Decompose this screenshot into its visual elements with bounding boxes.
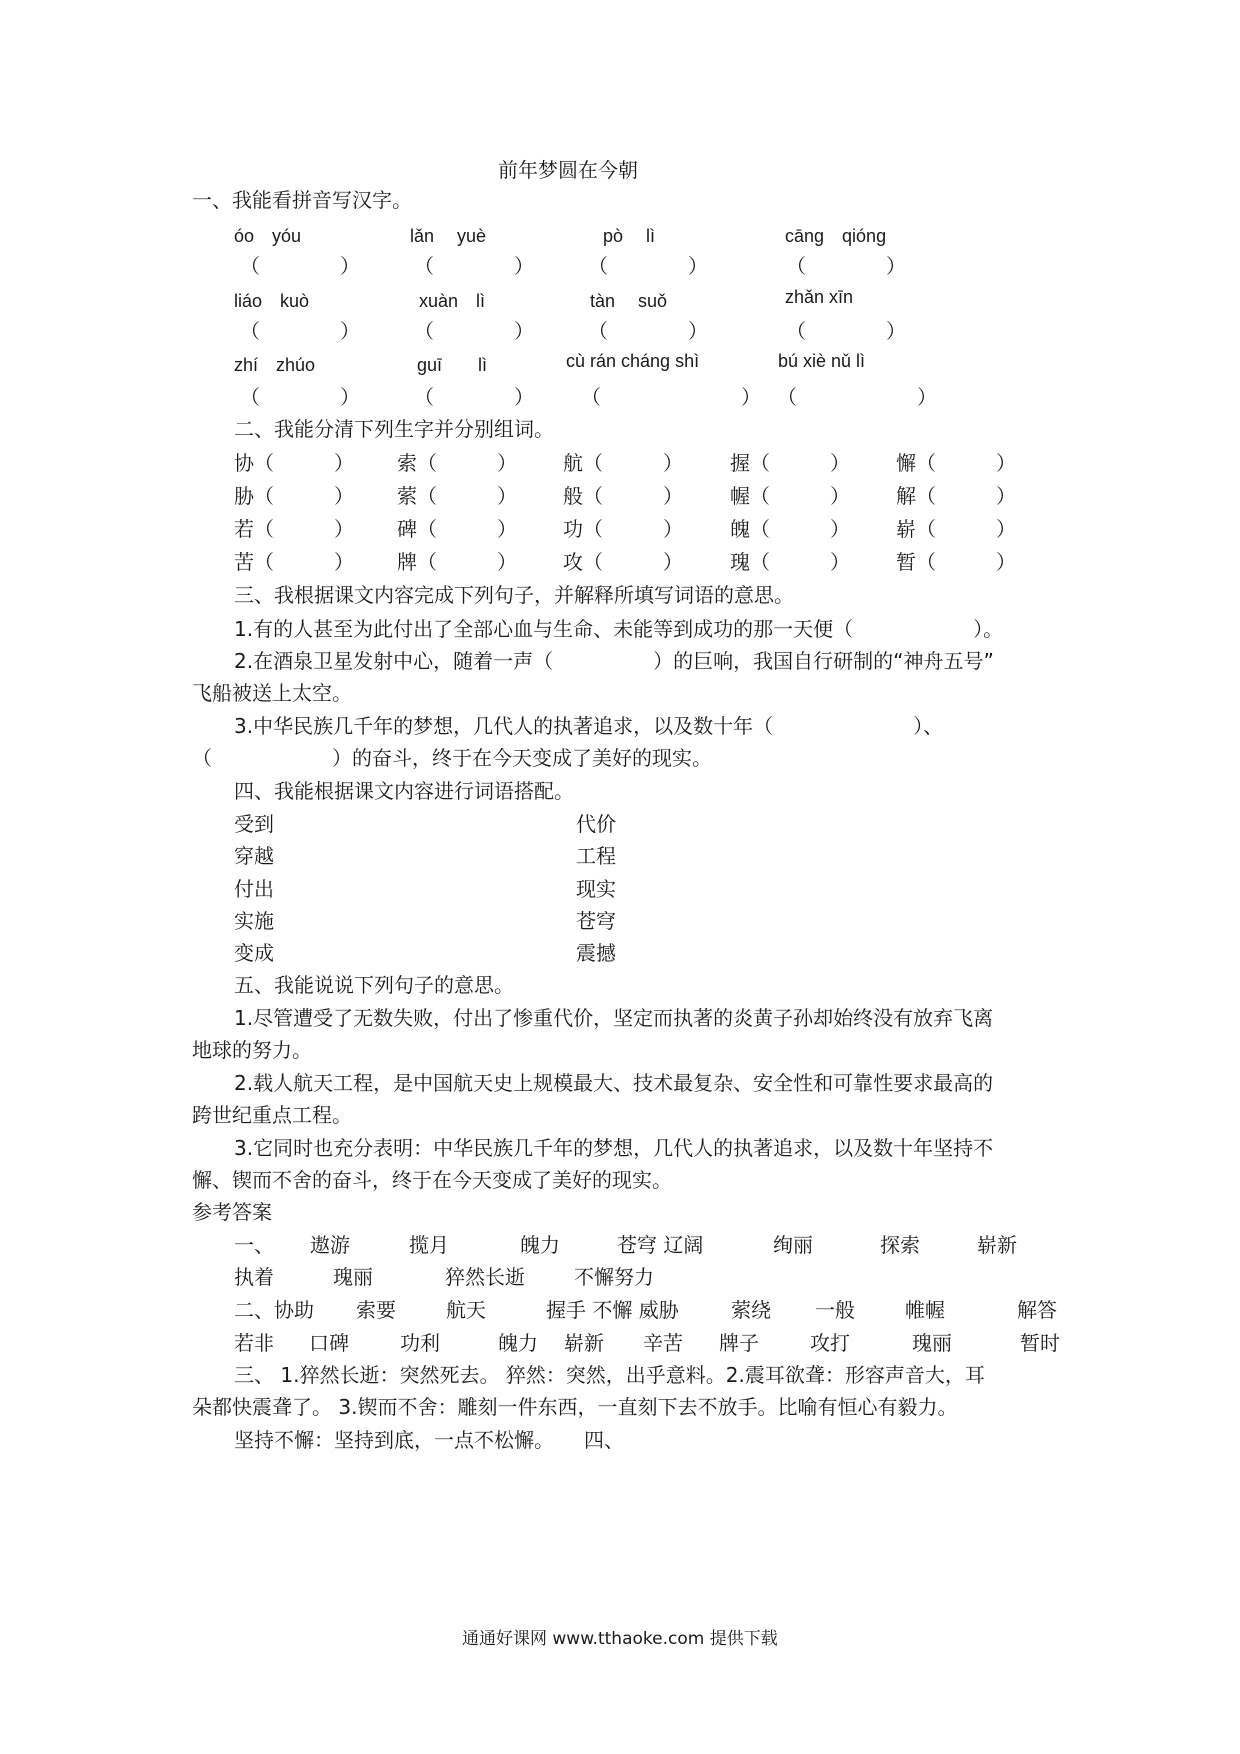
answer-3-line-3: 坚持不懈：坚持到底，一点不松懈。 四、 [234, 1428, 624, 1452]
sentence-3-line-2: 懈、锲而不舍的奋斗，终于在今天变成了美好的现实。 [192, 1168, 672, 1192]
char-group: 崭（ ） [896, 517, 1016, 541]
match-right[interactable]: 工程 [576, 844, 616, 868]
answer-word: 瑰丽 [912, 1331, 952, 1355]
char-group: 魄（ ） [730, 517, 850, 541]
answer-word: 暂时 [1020, 1331, 1060, 1355]
pinyin-3-2: guī lì [417, 355, 488, 375]
question-2-line-2: 飞船被送上太空。 [192, 681, 352, 705]
question-2-line-1: 2.在酒泉卫星发射中心，随着一声（ ）的巨响，我国自行研制的“神舟五号” [234, 649, 994, 673]
section-4-heading: 四、我能根据课文内容进行词语搭配。 [234, 779, 574, 803]
question-1: 1.有的人甚至为此付出了全部心血与生命、未能等到成功的那一天便（ ）。 [234, 617, 1004, 641]
question-3-line-2: （ ）的奋斗，终于在今天变成了美好的现实。 [192, 746, 712, 770]
pinyin-2-1: liáo kuò [234, 291, 310, 311]
match-left[interactable]: 受到 [234, 812, 274, 836]
footer-credit: 通通好课网 www.tthaoke.com 提供下载 [462, 1629, 778, 1649]
char-group: 瑰（ ） [730, 550, 850, 574]
pinyin-3-3: cù rán cháng shì [566, 351, 700, 371]
char-group: 索（ ） [397, 451, 517, 475]
char-group: 握（ ） [730, 451, 850, 475]
match-right[interactable]: 现实 [576, 877, 616, 901]
answer-word: 牌子 [719, 1331, 759, 1355]
answer-blank[interactable]: （ ） [240, 254, 360, 278]
answer-word: 绚丽 [773, 1233, 813, 1257]
answer-word: 辛苦 [643, 1331, 683, 1355]
char-group: 萦（ ） [397, 484, 517, 508]
answer-word: 解答 [1017, 1298, 1057, 1322]
match-left[interactable]: 付出 [234, 877, 274, 901]
match-right[interactable]: 苍穹 [576, 909, 616, 933]
char-group: 牌（ ） [397, 550, 517, 574]
pinyin-2-4: zhǎn xīn [785, 287, 854, 307]
match-left[interactable]: 变成 [234, 941, 274, 965]
answer-blank[interactable]: （ ） [240, 319, 360, 343]
question-3-line-1: 3.中华民族几千年的梦想，几代人的执著追求，以及数十年（ ）、 [234, 714, 944, 738]
answer-word: 探索 [880, 1233, 920, 1257]
answer-word: 崭新 [564, 1331, 604, 1355]
pinyin-1-1: óo yóu [234, 226, 302, 246]
char-group: 航（ ） [563, 451, 683, 475]
answer-word: 猝然长逝 [445, 1265, 525, 1289]
sentence-2-line-2: 跨世纪重点工程。 [192, 1103, 352, 1127]
char-group: 功（ ） [563, 517, 683, 541]
answer-blank[interactable]: （ ） [240, 385, 360, 409]
pinyin-1-2: lǎn yuè [410, 226, 487, 246]
answer-blank[interactable]: （ ） [588, 254, 708, 278]
answer-word: 若非 [234, 1331, 274, 1355]
answer-label: 一、 [234, 1233, 274, 1257]
page-title: 前年梦圆在今朝 [498, 158, 638, 182]
answer-word: 握手 不懈 威胁 [546, 1298, 679, 1322]
char-group: 幄（ ） [730, 484, 850, 508]
answer-word: 一般 [815, 1298, 855, 1322]
sentence-1-line-2: 地球的努力。 [192, 1038, 312, 1062]
answer-word: 萦绕 [731, 1298, 771, 1322]
answer-3-line-2: 朵都快震聋了。 3.锲而不舍：雕刻一件东西，一直刻下去不放手。比喻有恒心有毅力。 [192, 1395, 958, 1419]
section-3-heading: 三、我根据课文内容完成下列句子，并解释所填写词语的意思。 [234, 583, 794, 607]
pinyin-1-4: cāng qióng [785, 226, 887, 246]
pinyin-3-4: bú xiè nǔ lì [778, 351, 866, 371]
char-group: 般（ ） [563, 484, 683, 508]
answer-blank[interactable]: （ ） [786, 319, 906, 343]
section-5-heading: 五、我能说说下列句子的意思。 [234, 973, 514, 997]
answer-word: 帷幄 [905, 1298, 945, 1322]
answer-blank-wide[interactable]: （ ） [581, 385, 761, 409]
pinyin-1-3: pò lì [603, 226, 656, 246]
match-left[interactable]: 穿越 [234, 844, 274, 868]
sentence-3-line-1: 3.它同时也充分表明：中华民族几千年的梦想，几代人的执著追求，以及数十年坚持不 [234, 1136, 994, 1160]
pinyin-3-1: zhí zhúo [234, 355, 316, 375]
answer-blank[interactable]: （ ） [588, 319, 708, 343]
match-right[interactable]: 代价 [576, 812, 616, 836]
match-left[interactable]: 实施 [234, 909, 274, 933]
pinyin-2-2: xuàn lì [419, 291, 486, 311]
answer-blank[interactable]: （ ） [414, 319, 534, 343]
answer-word: 二、协助 [234, 1298, 314, 1322]
char-group: 协（ ） [234, 451, 354, 475]
section-1-heading: 一、我能看拼音写汉字。 [192, 188, 412, 212]
answer-word: 遨游 [310, 1233, 350, 1257]
match-right[interactable]: 震撼 [576, 941, 616, 965]
answer-word: 执着 [234, 1265, 274, 1289]
answer-3-line-1: 三、 1.猝然长逝：突然死去。 猝然：突然，出乎意料。2.震耳欲聋：形容声音大，耳 [234, 1363, 985, 1387]
pinyin-2-3: tàn suǒ [590, 291, 668, 311]
answer-word: 航天 [446, 1298, 486, 1322]
answer-blank[interactable]: （ ） [786, 254, 906, 278]
char-group: 懈（ ） [896, 451, 1016, 475]
answer-word: 口碑 [309, 1331, 349, 1355]
char-group: 若（ ） [234, 517, 354, 541]
answer-word: 魄力 [520, 1233, 560, 1257]
answer-word: 瑰丽 [333, 1265, 373, 1289]
answer-blank[interactable]: （ ） [414, 254, 534, 278]
answer-blank[interactable]: （ ） [414, 385, 534, 409]
answer-word: 苍穹 辽阔 [617, 1233, 704, 1257]
char-group: 碑（ ） [397, 517, 517, 541]
char-group: 胁（ ） [234, 484, 354, 508]
char-group: 攻（ ） [563, 550, 683, 574]
char-group: 暂（ ） [896, 550, 1016, 574]
section-2-heading: 二、我能分清下列生字并分别组词。 [234, 417, 554, 441]
sentence-2-line-1: 2.载人航天工程，是中国航天史上规模最大、技术最复杂、安全性和可靠性要求最高的 [234, 1071, 994, 1095]
answer-word: 崭新 [977, 1233, 1017, 1257]
answer-word: 功利 [400, 1331, 440, 1355]
answer-word: 索要 [356, 1298, 396, 1322]
answer-word: 不懈努力 [574, 1265, 654, 1289]
char-group: 苦（ ） [234, 550, 354, 574]
answer-blank-mid[interactable]: （ ） [777, 385, 937, 409]
char-group: 解（ ） [896, 484, 1016, 508]
sentence-1-line-1: 1.尽管遭受了无数失败，付出了惨重代价，坚定而执著的炎黄子孙却始终没有放弃飞离 [234, 1006, 994, 1030]
answer-word: 揽月 [409, 1233, 449, 1257]
answer-word: 魄力 [498, 1331, 538, 1355]
answers-heading: 参考答案 [192, 1200, 272, 1224]
answer-word: 攻打 [810, 1331, 850, 1355]
